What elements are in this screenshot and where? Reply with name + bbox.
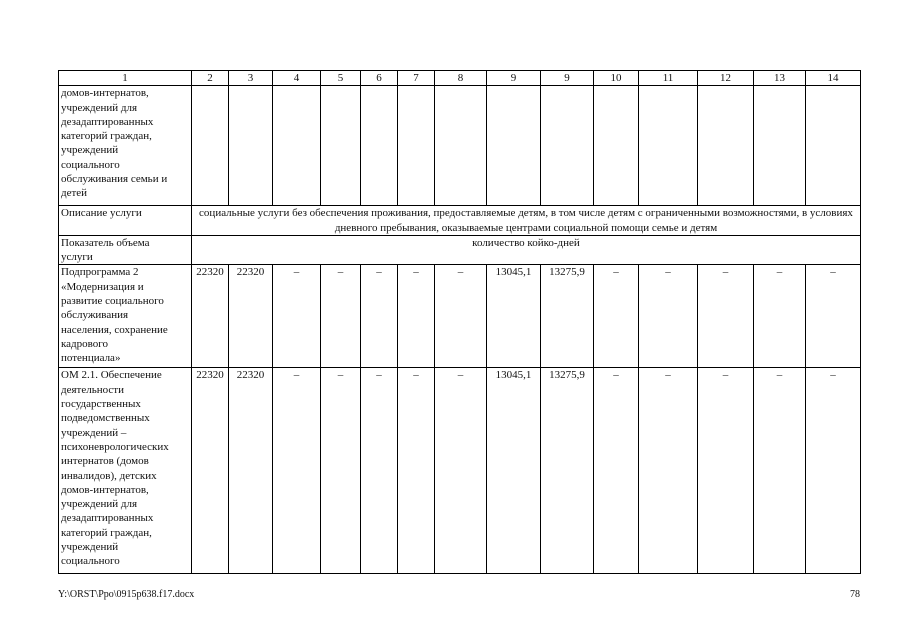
- header-cell: 3: [229, 71, 273, 86]
- value-cell: –: [398, 265, 435, 368]
- value-cell: –: [698, 265, 754, 368]
- header-cell: 10: [594, 71, 639, 86]
- header-cell: 2: [192, 71, 229, 86]
- value-cell: 13045,1: [487, 368, 541, 574]
- value-cell: 22320: [192, 265, 229, 368]
- header-cell: 9: [541, 71, 594, 86]
- header-cell: 9: [487, 71, 541, 86]
- value-cell: 22320: [192, 368, 229, 574]
- value-cell: –: [435, 265, 487, 368]
- indicator-row: [59, 235, 861, 265]
- description-row: [59, 206, 861, 236]
- value-cell: –: [806, 368, 861, 574]
- description-label: Описание услуги: [59, 206, 192, 236]
- row-label: Подпрограмма 2 «Модернизация и развитие социального обслуживания населения, сохранение кадрового потенциала»: [59, 265, 192, 368]
- continued-label: домов-интернатов, учреждений для дезадаптированных категорий граждан, учреждений социального обслуживания семьи и детей: [59, 86, 192, 206]
- value-cell: –: [639, 265, 698, 368]
- value-cell: 13045,1: [487, 265, 541, 368]
- value-cell: –: [594, 265, 639, 368]
- header-cell: 1: [59, 71, 192, 86]
- value-cell: 13275,9: [541, 368, 594, 574]
- footer-file-path: Y:\ORST\Ppo\0915p638.f17.docx: [58, 589, 195, 600]
- om-row: [59, 368, 861, 574]
- header-row: [59, 71, 861, 86]
- value-cell: –: [361, 265, 398, 368]
- value-cell: 22320: [229, 265, 273, 368]
- continued-row: [59, 86, 861, 206]
- value-cell: 22320: [229, 368, 273, 574]
- value-cell: –: [435, 368, 487, 574]
- value-cell: –: [398, 368, 435, 574]
- header-cell: 4: [273, 71, 321, 86]
- row-label: ОМ 2.1. Обеспечение деятельности государственных подведомственных учреждений – психоневрологических интернатов (домов инвалидов), детских домов-интернатов, учреждений для дезадаптированных категорий граждан, учреждений социального: [59, 368, 192, 574]
- value-cell: –: [321, 265, 361, 368]
- header-cell: 7: [398, 71, 435, 86]
- header-cell: 12: [698, 71, 754, 86]
- report-table: [58, 70, 861, 574]
- header-cell: 5: [321, 71, 361, 86]
- value-cell: –: [594, 368, 639, 574]
- value-cell: –: [321, 368, 361, 574]
- value-cell: 13275,9: [541, 265, 594, 368]
- header-cell: 6: [361, 71, 398, 86]
- value-cell: –: [806, 265, 861, 368]
- header-cell: 14: [806, 71, 861, 86]
- header-cell: 11: [639, 71, 698, 86]
- subprogram-row: [59, 265, 861, 368]
- value-cell: –: [273, 265, 321, 368]
- value-cell: –: [754, 265, 806, 368]
- indicator-text: количество койко-дней: [192, 235, 861, 265]
- value-cell: –: [754, 368, 806, 574]
- value-cell: –: [639, 368, 698, 574]
- value-cell: –: [273, 368, 321, 574]
- value-cell: –: [698, 368, 754, 574]
- indicator-label: Показатель объема услуги: [59, 235, 192, 265]
- value-cell: –: [361, 368, 398, 574]
- page-number: 78: [850, 589, 860, 600]
- description-text: социальные услуги без обеспечения проживания, предоставляемые детям, в том числе детям с ограниченными возможностями, в условиях дневного пребывания, оказываемые центрами социальной помощи семье и детям: [192, 206, 861, 236]
- header-cell: 13: [754, 71, 806, 86]
- header-cell: 8: [435, 71, 487, 86]
